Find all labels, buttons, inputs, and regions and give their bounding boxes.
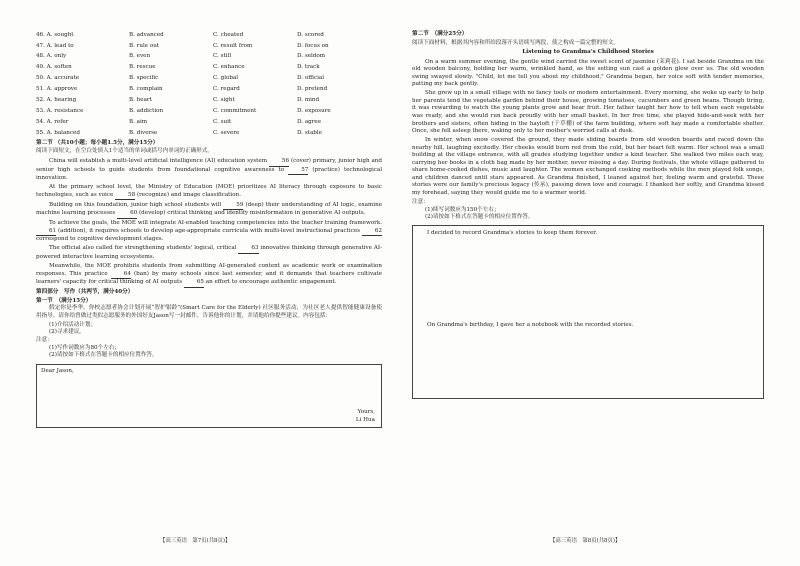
option-choice[interactable]: D. agree <box>297 118 322 125</box>
writing2-note-label: 注意： <box>412 198 429 205</box>
blank-56: 56 <box>269 158 289 167</box>
writing1-note: (2)请按如下格式在答题卡的相应位置作答。 <box>49 352 158 359</box>
option-choice[interactable]: 49. A. soften <box>36 64 72 71</box>
blank-64: 64 <box>111 271 131 280</box>
blank-60: 60 <box>117 210 137 219</box>
story-paragraph: On a warm summer evening, the gentle wind carried the sweet scent of jasmine (茉莉花). I sat beside Grandma on the old wooden balcony, holding her warm, wrinkled hand, as the setting sun cast a golden glow over us. The old wooden swing swayed slowly. "Child, let me tell you about my childhood," Grandma began, her voice soft with tender memories, patting my back gently. <box>412 58 764 88</box>
option-choice[interactable]: D. official <box>297 75 325 82</box>
option-choice[interactable]: C. enhance <box>213 64 245 71</box>
story-paragraph: She grew up in a small village with no fancy tools or modern entertainment. Every morning, she woke up early to help her parents tend the vegetable garden behind their house, growing tomatoes, cucumbers and green beans. Though tiring, it was rewarding to watch the young plants grow and bear fruit. Her father taught her how to tell when each vegetable was ready, and she would run back proudly with her small basket. In her free time, she played hide-and-seek with her brothers and sisters, often hiding in the hayloft (干草棚) of the farm building, where soft hay made a comfortable shelter. Once, she fell asleep there, waking only to her mother's worried calls at dusk. <box>412 90 764 135</box>
option-choice[interactable]: B. specific <box>129 75 159 82</box>
option-choice[interactable]: C. sight <box>213 97 235 104</box>
option-row <box>36 117 382 128</box>
option-choice[interactable]: 50. A. accurate <box>36 75 80 82</box>
option-choice[interactable]: C. result from <box>213 42 253 49</box>
option-choice[interactable]: B. addiction <box>129 107 164 114</box>
writing1-requirement: (1)介绍活动计划； <box>49 321 97 328</box>
page-footer-right: 【高三英语 第8页(共8页)】 <box>550 538 621 544</box>
option-choice[interactable]: 52. A. hearing <box>36 97 77 104</box>
writing2-note: (2)请按如下格式在答题卡的相应位置作答。 <box>425 214 534 221</box>
continuation-answer-box[interactable] <box>412 225 764 399</box>
options-table <box>36 30 382 139</box>
option-choice[interactable]: D. track <box>297 64 320 71</box>
writing1-note-label: 注意： <box>36 336 53 343</box>
option-choice[interactable]: C. cheated <box>213 31 244 38</box>
option-choice[interactable]: C. suit <box>213 118 232 125</box>
story-paragraph: In winter, when snow covered the ground, they made sliding boards from old wooden boards and raced down the nearby hill, laughing excitedly. Her cheeks would burn red from the cold, but her heart felt warm. Her school was a small building at the village entrance, with all grades studying together under a kind teacher. She walked two miles each way, carrying her books in a cloth bag made by her mother, never missing a day. During festivals, the whole village gathered to share home-cooked dishes, music and laughter. The women exchanged cooking methods while the men played folk songs, and children danced until stars appeared. As Grandma finished, I leaned against her, feeling warm and grateful. These stories were our family's precious legacy (传承), passing down love and courage. I thanked her softly, and Grandma kissed my forehead, saying they would guide me to a warmer world. <box>412 137 764 196</box>
option-row <box>36 128 382 139</box>
passage-paragraph: Meanwhile, the MOE prohibits students from submitting AI-generated content as academic work or examination responses. This practice 64 (ban) by many schools since last semester, and it demands that teachers cultivate learners' capacity for critical thinking of AI outputs 65 an effort to encourage authentic engagement. <box>36 263 382 288</box>
writing1-title: 第一节 （满分15分） <box>36 297 92 304</box>
section2-title: 第二节 （共10小题；每小题1.5分，满分15分） <box>36 139 159 146</box>
option-row <box>36 41 382 52</box>
option-choice[interactable]: 48. A. only <box>36 53 67 60</box>
option-row <box>36 63 382 74</box>
letter-closing: Yours, <box>357 409 375 416</box>
letter-signature: Li Hua <box>355 417 375 424</box>
option-choice[interactable]: 47. A. lead to <box>36 42 74 49</box>
writing2-title: 第二节 （满分25分） <box>412 31 468 37</box>
writing2-note: (1)续写词数应为150个左右； <box>425 206 500 213</box>
option-choice[interactable]: B. even <box>129 53 151 60</box>
option-choice[interactable]: D. mind <box>297 97 320 104</box>
passage-paragraph: The official also called for strengthening students' logical, critical 63 innovative thinking through generative AI-powered interactive learning ecosystems. <box>36 245 382 261</box>
option-row <box>36 84 382 95</box>
letter-answer-box[interactable] <box>36 364 382 428</box>
option-choice[interactable]: D. stable <box>297 129 322 136</box>
passage-paragraph: Building on this foundation, junior high school students will 59 (deep) their understanding of AI logic, examine machine learning processes 60 (develop) critical thinking and identify misinformation in generative AI outputs. <box>36 202 382 219</box>
blank-63: 63 <box>238 245 258 254</box>
blank-57: 57 <box>288 167 308 176</box>
option-choice[interactable]: B. heart <box>129 97 152 104</box>
option-choice[interactable]: B. complain <box>129 86 163 93</box>
option-choice[interactable]: B. rule out <box>129 42 160 49</box>
right-page <box>412 30 764 399</box>
option-choice[interactable]: C. still <box>213 53 232 60</box>
option-choice[interactable]: C. severe <box>213 129 240 136</box>
option-choice[interactable]: C. regard <box>213 86 240 93</box>
option-row <box>36 95 382 106</box>
option-choice[interactable]: C. commitment <box>213 107 257 114</box>
left-page <box>36 30 382 428</box>
option-row <box>36 30 382 41</box>
option-choice[interactable]: D. exposure <box>297 107 331 114</box>
option-row <box>36 52 382 63</box>
section2-instructions: 阅读下面短文，在空白处填入1个适当的单词或括号内单词的正确形式。 <box>36 148 213 155</box>
blank-58: 58 <box>115 192 135 201</box>
writing1-prompt: 假定你是李华，你校志愿者协会计划开展“智护银龄”(Smart Care for the Elderly) 社区服务活动，为社区老人提供智能健康设备使用指导。请你给曾做过类似志愿服务的外国好友Jason写一封邮件，告诉他你的计划，并请他给你提些建议。内容包括： <box>36 305 382 319</box>
passage-paragraph: To achieve the goals, the MOE will integrate AI-enabled teaching competencies into the teacher training framework. 61 (addition), it requires schools to develop age-appropriate curricula with multi-level instructional practices 62 correspond to cognitive development stages. <box>36 220 382 243</box>
blank-61: 61 <box>36 228 56 237</box>
part4-title: 第四部分 写作（共两节，满分40分） <box>36 289 134 296</box>
option-choice[interactable]: D. seldom <box>297 53 326 60</box>
passage-paragraph: China will establish a multi-level artificial intelligence (AI) education system 56 (cover) primary, junior high and senior high schools to guide students from foundational cognitive awareness to 57 (practice) technological innovation. <box>36 158 382 182</box>
option-choice[interactable]: 51. A. approve <box>36 86 78 93</box>
option-choice[interactable]: B. rescue <box>129 64 156 71</box>
letter-greeting: Dear Jason, <box>41 367 74 374</box>
option-choice[interactable]: B. diverse <box>129 129 158 136</box>
writing1-requirement: (2)寻求建议。 <box>49 329 85 336</box>
writing1-note: (1)写作词数应为80个左右； <box>49 344 120 351</box>
option-choice[interactable]: D. focus on <box>297 42 329 49</box>
option-choice[interactable]: D. pretend <box>297 86 328 93</box>
option-choice[interactable]: 53. A. resistance <box>36 107 84 114</box>
option-choice[interactable]: D. scored <box>297 31 324 38</box>
blank-59: 59 <box>223 202 243 211</box>
option-row <box>36 74 382 85</box>
option-choice[interactable]: 46. A. sought <box>36 31 74 38</box>
passage-paragraph: At the primary school level, the Ministry of Education (MOE) prioritizes AI literacy through exposure to basic technologies, such as voice 58 (recognize) and image classification. <box>36 184 382 200</box>
page-footer-left: 【高三英语 第7页(共8页)】 <box>160 538 231 544</box>
story-title: Listening to Grandma's Childhood Stories <box>522 49 654 56</box>
paragraph-start-2: On Grandma's birthday, I gave her a notebook with the recorded stories. <box>427 321 634 328</box>
option-row <box>36 106 382 117</box>
paragraph-start-1: I decided to record Grandma's stories to keep them forever. <box>427 229 598 236</box>
option-choice[interactable]: 54. A. refer <box>36 118 69 125</box>
option-choice[interactable]: B. aim <box>129 118 148 125</box>
option-choice[interactable]: B. advanced <box>129 31 164 38</box>
option-choice[interactable]: C. global <box>213 75 239 82</box>
blank-62: 62 <box>362 228 382 237</box>
writing2-instructions: 阅读下面材料，根据其内容和所给段落开头语续写两段，使之构成一篇完整的短文。 <box>412 39 619 46</box>
blank-65: 65 <box>184 279 204 288</box>
option-choice[interactable]: 55. A. balanced <box>36 129 80 136</box>
